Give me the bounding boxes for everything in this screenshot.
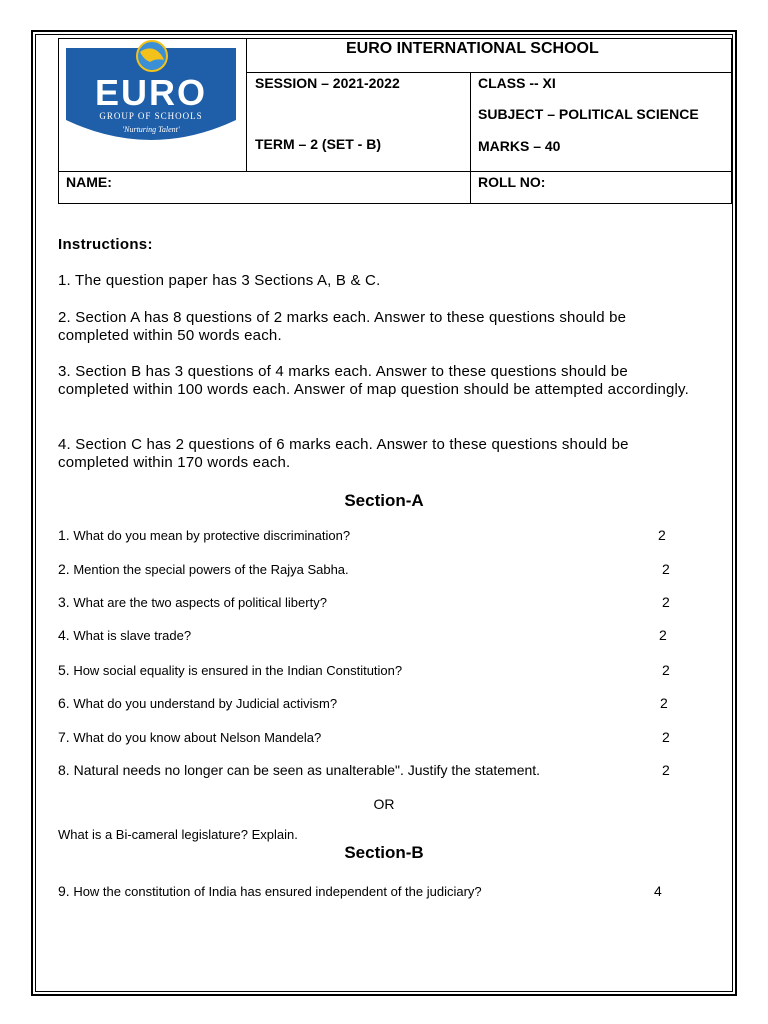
question-marks: 2 <box>662 662 670 678</box>
question-row: 3. What are the two aspects of political liberty? <box>58 594 327 610</box>
question-marks: 4 <box>654 883 662 899</box>
instruction-item: 4. Section C has 2 questions of 6 marks each. Answer to these questions should be completed within 170 words each. <box>58 436 629 471</box>
question-row: 2. Mention the special powers of the Rajya Sabha. <box>58 561 349 577</box>
question-row: 4. What is slave trade? <box>58 627 192 643</box>
instruction-item: 3. Section B has 3 questions of 4 marks each. Answer to these questions should be completed within 100 words each. Answer of map question should be attempted accordingly. <box>58 363 690 398</box>
question-marks: 2 <box>659 627 667 643</box>
instruction-item: 2. Section A has 8 questions of 2 marks each. Answer to these questions should be completed within 50 words each. <box>58 309 627 344</box>
question-marks: 2 <box>658 527 666 543</box>
question-text: Natural needs no longer can be seen as unalterable". Justify the statement. <box>73 762 541 778</box>
header-divider-h1 <box>246 72 732 73</box>
header-divider-h2 <box>58 171 732 172</box>
question-row: 7. What do you know about Nelson Mandela? <box>58 729 322 745</box>
question-marks: 2 <box>662 729 670 745</box>
school-logo <box>64 40 238 148</box>
question-text: What are the two aspects of political liberty? <box>73 595 327 610</box>
question-text: What is slave trade? <box>73 628 192 643</box>
or-separator: OR <box>373 796 395 812</box>
question-text: How social equality is ensured in the Indian Constitution? <box>73 663 403 678</box>
school-name: EURO INTERNATIONAL SCHOOL <box>346 40 599 57</box>
subject-label: SUBJECT – POLITICAL SCIENCE <box>478 106 699 122</box>
logo-tagline: 'Nurturing Talent' <box>122 125 180 134</box>
alternate-question: What is a Bi-cameral legislature? Explain. <box>58 827 298 842</box>
section-a-title: Section-A <box>344 491 424 510</box>
name-field-label: NAME: <box>66 174 112 190</box>
section-b-title: Section-B <box>344 843 424 862</box>
question-marks: 2 <box>662 561 670 577</box>
question-marks: 2 <box>662 762 670 778</box>
logo-word: EURO <box>94 72 208 113</box>
roll-field-label: ROLL NO: <box>478 174 546 190</box>
question-row: 9. How the constitution of India has ensured independent of the judiciary? <box>58 883 482 899</box>
question-text: What do you mean by protective discrimination? <box>73 528 351 543</box>
header-divider-v1 <box>246 38 247 172</box>
marks-label: MARKS – 40 <box>478 138 561 154</box>
question-marks: 2 <box>660 695 668 711</box>
question-text: What do you understand by Judicial activism? <box>73 696 338 711</box>
instruction-item: 1. The question paper has 3 Sections A, B & C. <box>58 272 381 289</box>
question-row: 5. How social equality is ensured in the Indian Constitution? <box>58 662 403 678</box>
header-divider-v2 <box>470 72 471 204</box>
session-label: SESSION – 2021-2022 <box>255 75 400 91</box>
term-label: TERM – 2 (SET - B) <box>255 136 382 152</box>
question-text: How the constitution of India has ensured independent of the judiciary? <box>73 884 482 899</box>
question-text: Mention the special powers of the Rajya Sabha. <box>73 562 349 577</box>
logo-line2: GROUP OF SCHOOLS <box>99 111 203 121</box>
question-text: What do you know about Nelson Mandela? <box>73 730 322 745</box>
question-row: 8. Natural needs no longer can be seen as unalterable". Justify the statement. <box>58 762 541 778</box>
class-label: CLASS -- XI <box>478 75 556 91</box>
question-marks: 2 <box>662 594 670 610</box>
question-row: 6. What do you understand by Judicial activism? <box>58 695 338 711</box>
question-row: 1. What do you mean by protective discrimination? <box>58 527 351 543</box>
instructions-title: Instructions: <box>58 236 153 253</box>
